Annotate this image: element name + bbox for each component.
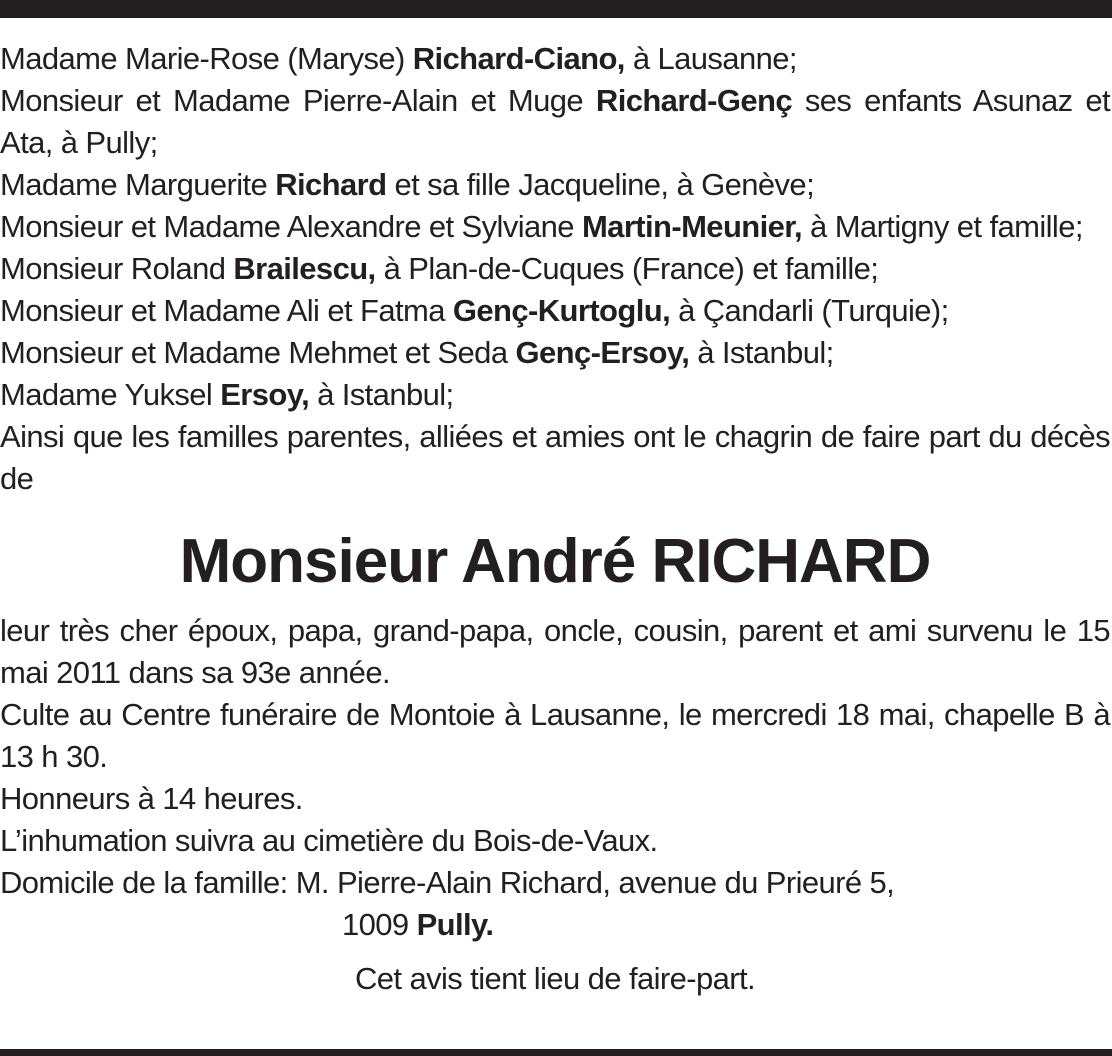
announcement-text: Ainsi que les familles parentes, alliées et amies ont le chagrin de faire part du décès de <box>0 419 1110 496</box>
bottom-rule <box>0 1049 1112 1056</box>
closing-text: Cet avis tient lieu de faire-part. <box>354 961 756 996</box>
domicile-text: Domicile de la famille: M. Pierre-Alain Richard, avenue du Prieuré 5, <box>0 865 895 900</box>
family-name: Brailescu, <box>233 251 376 286</box>
domicile-city: Pully. <box>416 907 494 942</box>
family-name: Richard-Genç <box>595 83 792 118</box>
family-name: Genç-Kurtoglu, <box>452 293 671 328</box>
family-name: Martin-Meunier, <box>581 209 803 244</box>
obituary-notice <box>0 38 1110 1000</box>
family-line: Madame Marguerite Richard et sa fille Jacqueline, à Genève; <box>0 167 815 202</box>
family-name: Richard <box>275 167 387 202</box>
family-line: Monsieur et Madame Mehmet et Seda Genç-Ersoy, à Istanbul; <box>0 335 834 370</box>
family-line: Madame Marie-Rose (Maryse) Richard-Ciano, à Lausanne; <box>0 41 797 76</box>
deceased-name: Monsieur André RICHARD <box>179 527 931 596</box>
description-text: leur très cher époux, papa, grand-papa, oncle, cousin, parent et ami survenu le 15 mai 2011 dans sa 93e année. <box>0 613 1110 690</box>
family-name: Ersoy, <box>220 377 310 412</box>
family-line: Monsieur Roland Brailescu, à Plan-de-Cuques (France) et famille; <box>0 251 879 286</box>
family-name: Genç-Ersoy, <box>515 335 690 370</box>
service-text: Culte au Centre funéraire de Montoie à Lausanne, le mercredi 18 mai, chapelle B à 13 h 30. <box>0 697 1110 774</box>
family-line: Monsieur et Madame Ali et Fatma Genç-Kurtoglu, à Çandarli (Turquie); <box>0 293 949 328</box>
family-line: Monsieur et Madame Pierre-Alain et Muge Richard-Genç ses enfants Asunaz et Ata, à Pully; <box>0 83 1110 160</box>
top-rule <box>0 0 1112 18</box>
family-line: Madame Yuksel Ersoy, à Istanbul; <box>0 377 454 412</box>
family-name: Richard-Ciano, <box>412 41 625 76</box>
domicile-address: 1009 Pully. <box>342 907 494 942</box>
family-line: Monsieur et Madame Alexandre et Sylviane Martin-Meunier, à Martigny et famille; <box>0 209 1083 244</box>
burial-text: L’inhumation suivra au cimetière du Bois-de-Vaux. <box>0 823 658 858</box>
honours-text: Honneurs à 14 heures. <box>0 781 303 816</box>
